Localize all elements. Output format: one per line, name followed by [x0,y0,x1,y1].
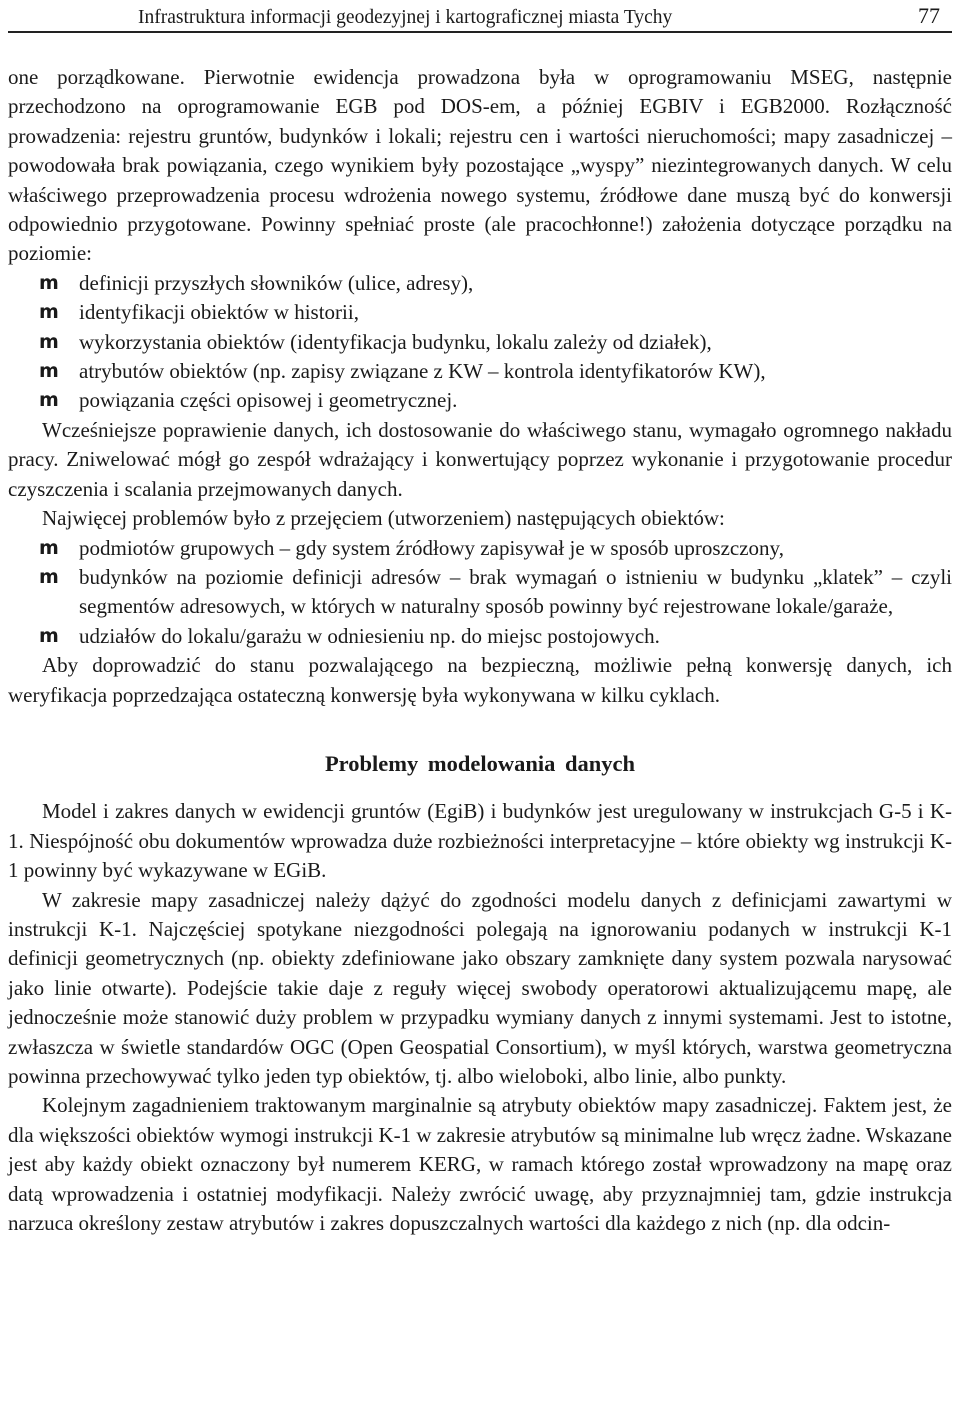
list-item: m identyfikacji obiektów w historii, [39,298,952,327]
bullet-list-levels [8,269,952,416]
list-item: m budynków na poziomie definicji adresów – brak wymagań o istnieniu w budynku „klatek” – czyli segmentów adresowych, w których w naturalny sposób powinny być rejestrowane lokale/garaże, [39,564,952,619]
paragraph: Wcześniejsze poprawienie danych, ich dostosowanie do właściwego stanu, wymagało ogromnego nakładu pracy. Zniwelować mógł go zespół wdrażający i konwertujący poprzez wykonanie i przygotowanie procedur czyszczenia i scalania przejmowanych danych. [8,417,952,501]
bullet-icon: m [39,271,59,294]
list-item: m powiązania części opisowej i geometrycznej. [39,386,952,415]
paragraph: Model i zakres danych w ewidencji gruntów (EgiB) i budynków jest uregulowany w instrukcjach G-5 i K-1. Niespójność obu dokumentów wprowadza duże rozbieżności interpretacyjne – które obiekty wg instrukcji K-1 powinny być wykazywane w EGiB. [8,799,952,883]
list-item: m wykorzystania obiektów (identyfikacja budynku, lokalu zależy od działek), [39,328,952,357]
bullet-list-problems [8,534,952,652]
bullet-icon: m [39,389,59,412]
list-item: m atrybutów obiektów (np. zapisy związane z KW – kontrola identyfikatorów KW), [39,357,952,386]
bullet-icon: m [39,330,59,353]
paragraph: Najwięcej problemów było z przejęciem (utworzeniem) następujących obiektów: [42,506,725,531]
bullet-icon: m [39,360,59,383]
running-title: Infrastruktura informacji geodezyjnej i kartograficznej miasta Tychy [138,7,673,28]
paragraph: W zakresie mapy zasadniczej należy dążyć do zgodności modelu danych z definicjami zawartymi w instrukcji K-1. Najczęściej spotykane niezgodności polegają na ignorowaniu podanych w instrukcji K-1 definicji geometrycznych (np. obiekty zdefiniowane jako obszary zamknięte dany system pozwala narysować jako linie otwarte). Podejście takie daje z reguły więcej swobody operatorowi aktualizującemu mapę, ale jednocześnie może stanowić duży problem w przypadku wymiany danych z innymi systemami. Jest to istotne, zwłaszcza w świetle standardów OGC (Open Geospatial Consortium), w myśl których, warstwa geometryczna powinna przechowywać tylko jeden typ obiektów, tj. albo wieloboki, albo linie, albo punkty. [8,887,952,1088]
list-item: m podmiotów grupowych – gdy system źródłowy zapisywał je w sposób uproszczony, [39,534,952,563]
bullet-icon: m [39,536,59,559]
list-item: m udziałów do lokalu/garażu w odniesieniu np. do miejsc postojowych. [39,622,952,651]
list-item: m definicji przyszłych słowników (ulice, adresy), [39,269,952,298]
bullet-icon: m [39,565,59,588]
bullet-icon: m [39,624,59,647]
page-number: 77 [918,3,940,28]
paragraph: Aby doprowadzić do stanu pozwalającego na bezpieczną, możliwie pełną konwersję danych, ich weryfikacja poprzedzająca ostateczną konwersję była wykonywana w kilku cyklach. [8,653,952,707]
running-header [8,0,952,33]
document-body [8,33,952,1238]
paragraph: one porządkowane. Pierwotnie ewidencja prowadzona była w oprogramowaniu MSEG, następnie przechodzono na oprogramowanie EGB pod DOS-em, a później EGBIV i EGB2000. Rozłączność prowadzenia: rejestru gruntów, budynków i lokali; rejestru cen i wartości nieruchomości; mapy zasadniczej – powodowała brak powiązania, czego wynikiem były pozostające „wyspy” niezintegrowanych danych. W celu właściwego przeprowadzenia procesu wdrożenia nowego systemu, źródłowe dane muszą być do konwersji odpowiednio przygotowane. Powinny spełniać proste (ale pracochłonne!) założenia dotyczące porządku na poziomie: [8,65,952,266]
bullet-icon: m [39,301,59,324]
section-heading: Problemy modelowania danych [324,750,636,776]
paragraph: Kolejnym zagadnieniem traktowanym marginalnie są atrybuty obiektów mapy zasadniczej. Faktem jest, że dla większości obiektów wymogi instrukcji K-1 w zakresie atrybutów są minimalne lub wręcz żadne. Wskazane jest aby każdy obiekt oznaczony był numerem KERG, w ramach którego został wprowadzony na mapę oraz datą wprowadzenia i ostatniej modyfikacji. Należy zwrócić uwagę, aby przyznajmniej tam, gdzie instrukcja narzuca określony zestaw atrybutów i zakres dopuszczalnych wartości dla każdego z nich (np. dla odcin- [8,1093,952,1236]
